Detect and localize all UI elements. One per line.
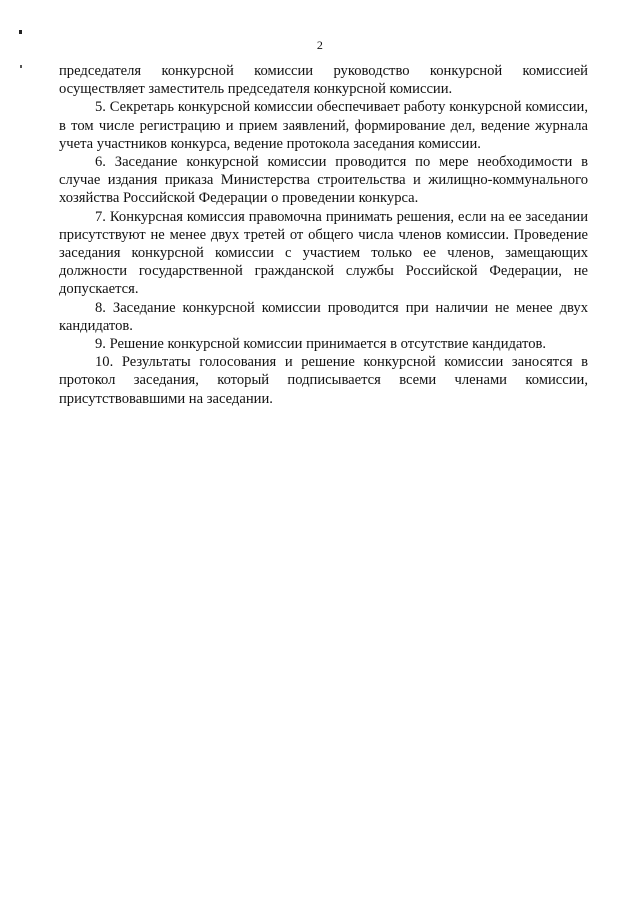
- paragraph-continuation: председателя конкурсной комиссии руководство конкурсной комиссией осуществляет заместитель председателя конкурсной комиссии.: [59, 63, 588, 98]
- paragraph-item-8: 8. Заседание конкурсной комиссии проводится при наличии не менее двух кандидатов.: [59, 299, 588, 334]
- paragraph-item-5: 5. Секретарь конкурсной комиссии обеспечивает работу конкурсной комиссии, в том числе регистрацию и прием заявлений, формирование дел, ведение журнала учета участников конкурса, ведение протокола заседания комиссии.: [59, 99, 588, 152]
- page-number: 2: [316, 38, 324, 52]
- scan-artifact-mark: [20, 65, 22, 68]
- paragraph-item-10: 10. Результаты голосования и решение конкурсной комиссии заносятся в протокол заседания, который подписывается всеми членами комиссии, присутствовавшими на заседании.: [59, 354, 588, 407]
- document-body: [59, 62, 588, 408]
- paragraph-item-9: 9. Решение конкурсной комиссии принимается в отсутствие кандидатов.: [95, 336, 547, 353]
- scan-artifact-mark: [19, 30, 22, 34]
- paragraph-item-6: 6. Заседание конкурсной комиссии проводится по мере необходимости в случае издания приказа Министерства строительства и жилищно-коммунального хозяйства Российской Федерации о проведении конкурса.: [59, 154, 588, 207]
- paragraph-item-7: 7. Конкурсная комиссия правомочна принимать решения, если на ее заседании присутствуют не менее двух третей от общего числа членов комиссии. Проведение заседания конкурсной комиссии с участием только ее членов, замещающих должности государственной гражданской службы Российской Федерации, не допускается.: [59, 208, 588, 298]
